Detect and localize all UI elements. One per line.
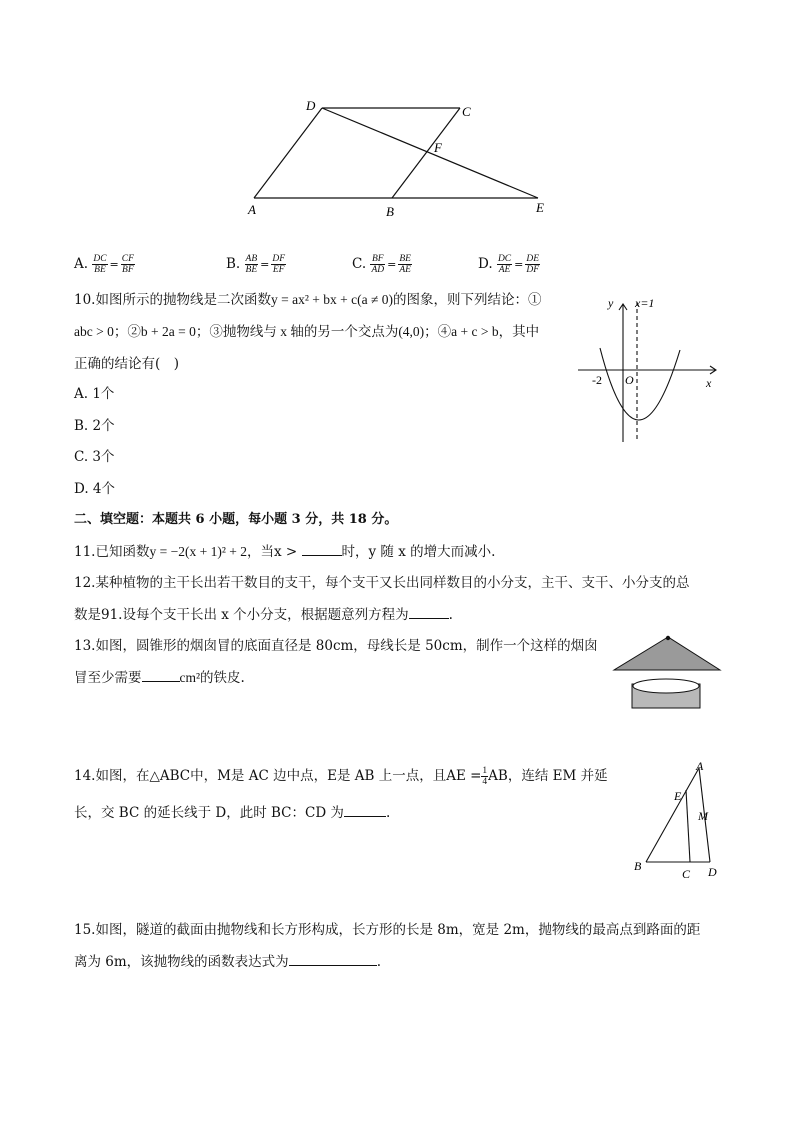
q10-option-a[interactable]: A. 1个 bbox=[74, 386, 115, 402]
q9-option-d[interactable]: D. $\frac{DC}{AE}$ = $\frac{DE}{DF}$ bbox=[478, 254, 540, 275]
cone-cap bbox=[614, 637, 720, 670]
q10-line2: abc > 0；②b + 2a = 0；③抛物线与 x 轴的另一个交点为(4,0)；④a + c > b，其中 bbox=[74, 324, 540, 339]
cone-apex bbox=[666, 636, 670, 640]
q9-figure bbox=[240, 92, 560, 222]
line-CB bbox=[392, 108, 460, 198]
label-D: D bbox=[708, 865, 717, 879]
symmetry-label: x=1 bbox=[635, 296, 655, 310]
label-A: A bbox=[248, 202, 256, 217]
line-DE bbox=[322, 108, 538, 198]
q9-option-b[interactable]: B. $\frac{AB}{BE}$ = $\frac{DF}{EF}$ bbox=[226, 254, 286, 275]
label-C: C bbox=[462, 104, 471, 119]
q13-answer-blank[interactable] bbox=[142, 667, 180, 682]
label-neg2: -2 bbox=[592, 373, 602, 387]
q13-line1: 13.如图，圆锥形的烟囱冒的底面直径是 80cm，母线长是 50cm，制作一个这样的烟囱 bbox=[74, 638, 598, 654]
label-F: F bbox=[434, 140, 442, 155]
y-label: y bbox=[608, 296, 614, 310]
line-BA bbox=[646, 768, 699, 862]
q13-chimney-figure bbox=[606, 632, 726, 712]
q10-option-c[interactable]: C. 3个 bbox=[74, 449, 115, 465]
q12-line2: 数是91.设每个支干长出 x 个小分支，根据题意列方程为 . bbox=[74, 604, 453, 625]
section-title: 二、填空题：本题共 6 小题，每小题 3 分，共 18 分。 bbox=[74, 512, 398, 527]
q10-line3: 正确的结论有( ) bbox=[74, 356, 180, 372]
q15-line2: 离为 6m，该抛物线的函数表达式为 . bbox=[74, 951, 381, 972]
q12-answer-blank[interactable] bbox=[409, 604, 449, 619]
q14-answer-blank[interactable] bbox=[344, 802, 386, 817]
q12-line1: 12.某种植物的主干长出若干数目的支干，每个支干又长出同样数目的小分支，主干、支干、小分支的总 bbox=[74, 575, 690, 591]
q11-answer-blank[interactable] bbox=[302, 541, 342, 556]
q10-line1: 10.如图所示的抛物线是二次函数y = ax² + bx + c(a ≠ 0)的图象，则下列结论：① bbox=[74, 292, 542, 308]
q10-parabola-graph bbox=[574, 292, 724, 452]
q14-line2: 长，交 BC 的延长线于 D，此时 BC：CD 为 . bbox=[74, 802, 390, 823]
label-C: C bbox=[682, 867, 691, 881]
origin-label: O bbox=[625, 373, 634, 387]
line-AD bbox=[254, 108, 322, 198]
label-A: A bbox=[696, 759, 704, 773]
q10-option-b[interactable]: B. 2个 bbox=[74, 418, 115, 434]
q9-option-c[interactable]: C. $\frac{BF}{AD}$ = $\frac{BE}{AE}$ bbox=[352, 254, 411, 275]
label-D: D bbox=[306, 98, 316, 113]
label-M: M bbox=[698, 809, 708, 823]
q11: 11.已知函数y = −2(x + 1)² + 2，当x > 时，y 随 x 的增大而减小. bbox=[74, 541, 495, 562]
q15-answer-blank[interactable] bbox=[289, 951, 377, 966]
label-E: E bbox=[536, 200, 544, 215]
q10-option-d[interactable]: D. 4个 bbox=[74, 481, 116, 497]
q15-line1: 15.如图，隧道的截面由抛物线和长方形构成，长方形的长是 8m，宽是 2m，抛物线的最高点到路面的距 bbox=[74, 922, 701, 938]
parabola-curve bbox=[600, 348, 680, 420]
x-label: x bbox=[706, 376, 712, 390]
q14-triangle-figure bbox=[628, 756, 728, 886]
label-B: B bbox=[386, 204, 394, 219]
q9-option-a[interactable]: A. $\frac{DC}{BE}$ = $\frac{CF}{BF}$ bbox=[74, 254, 134, 275]
label-B: B bbox=[634, 859, 642, 873]
pipe-opening bbox=[633, 679, 699, 693]
line-EC bbox=[686, 790, 690, 862]
label-E: E bbox=[674, 789, 682, 803]
q14-line1: 14.如图，在△ABC中，M是 AC 边中点，E是 AB 上一点，且AE = $\frac{1}{4}$ AB，连结 EM 并延 bbox=[74, 766, 608, 787]
q13-line2: 冒至少需要 cm²的铁皮. bbox=[74, 667, 245, 688]
